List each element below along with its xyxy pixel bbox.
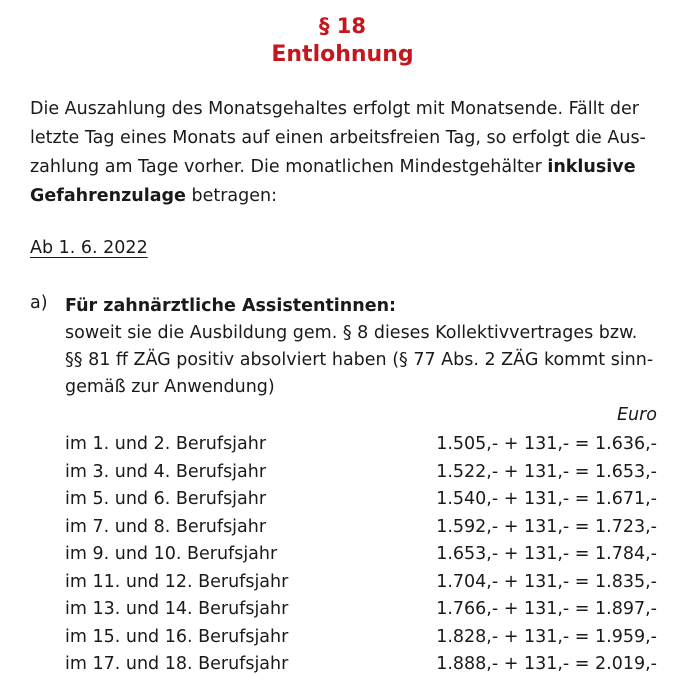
intro-paragraph: [30, 95, 670, 211]
salary-amount: 1.704,- + 131,- = 1.835,-: [436, 571, 657, 592]
intro-bold-text: Gefahrenzulage: [30, 186, 186, 206]
section-title: Entlohnung: [271, 42, 414, 67]
intro-line: [30, 153, 670, 182]
salary-period: im 17. und 18. Berufsjahr: [65, 654, 289, 674]
intro-line: letzte Tag eines Monats auf einen arbeitsfreien Tag, so erfolgt die Aus-: [30, 128, 646, 148]
subsection-description: soweit sie die Ausbildung gem. § 8 dieses Kollektivvertrages bzw.: [65, 323, 638, 343]
salary-row: [65, 514, 657, 542]
salary-row: [65, 459, 657, 487]
currency-label: Euro: [616, 405, 657, 425]
section-number: § 18: [318, 14, 367, 38]
salary-amount: 1.766,- + 131,- = 1.897,-: [436, 599, 657, 619]
salary-row: [65, 541, 657, 569]
salary-row: [65, 651, 657, 679]
salary-row: [65, 596, 657, 624]
salary-amount: 1.592,- + 131,- = 1.723,-: [436, 516, 657, 537]
intro-text: zahlung am Tage vorher. Die monatlichen Mindestgehälter: [30, 157, 548, 177]
salary-amount: 1.522,- + 131,- = 1.653,-: [436, 461, 657, 482]
effective-date: Ab 1. 6. 2022: [30, 238, 148, 258]
salary-row: [65, 486, 657, 514]
salary-period: im 3. und 4. Berufsjahr: [65, 461, 267, 482]
salary-amount: 1.505,- + 131,- = 1.636,-: [436, 434, 657, 454]
subsection-description: gemäß zur Anwendung): [65, 377, 275, 397]
salary-amount: 1.828,- + 131,- = 1.959,-: [436, 626, 657, 647]
salary-period: im 11. und 12. Berufsjahr: [65, 571, 289, 592]
intro-line: Die Auszahlung des Monatsgehaltes erfolgt mit Monatsende. Fällt der: [30, 99, 639, 119]
salary-amount: 1.540,- + 131,- = 1.671,-: [436, 489, 657, 509]
intro-text: betragen:: [185, 186, 278, 206]
salary-period: im 7. und 8. Berufsjahr: [65, 516, 267, 537]
subsection-label: a): [30, 293, 48, 313]
subsection-title: Für zahnärztliche Assistentinnen:: [65, 296, 397, 316]
salary-row: [65, 569, 657, 597]
salary-amount: 1.888,- + 131,- = 2.019,-: [436, 654, 657, 674]
salary-period: im 5. und 6. Berufsjahr: [65, 489, 267, 509]
salary-period: im 13. und 14. Berufsjahr: [65, 599, 289, 619]
salary-amount: 1.653,- + 131,- = 1.784,-: [436, 544, 657, 564]
intro-bold-text: inklusive: [547, 157, 636, 177]
salary-period: im 9. und 10. Berufsjahr: [65, 544, 278, 564]
salary-row: [65, 431, 657, 459]
intro-line: [30, 182, 670, 211]
subsection-description: §§ 81 ff ZÄG positiv absolviert haben (§ 77 Abs. 2 ZÄG kommt sinn-: [65, 350, 654, 370]
salary-period: im 1. und 2. Berufsjahr: [65, 434, 267, 454]
salary-period: im 15. und 16. Berufsjahr: [65, 626, 289, 647]
salary-table: [65, 431, 657, 679]
salary-row: [65, 624, 657, 652]
subsection-block: [65, 293, 665, 401]
